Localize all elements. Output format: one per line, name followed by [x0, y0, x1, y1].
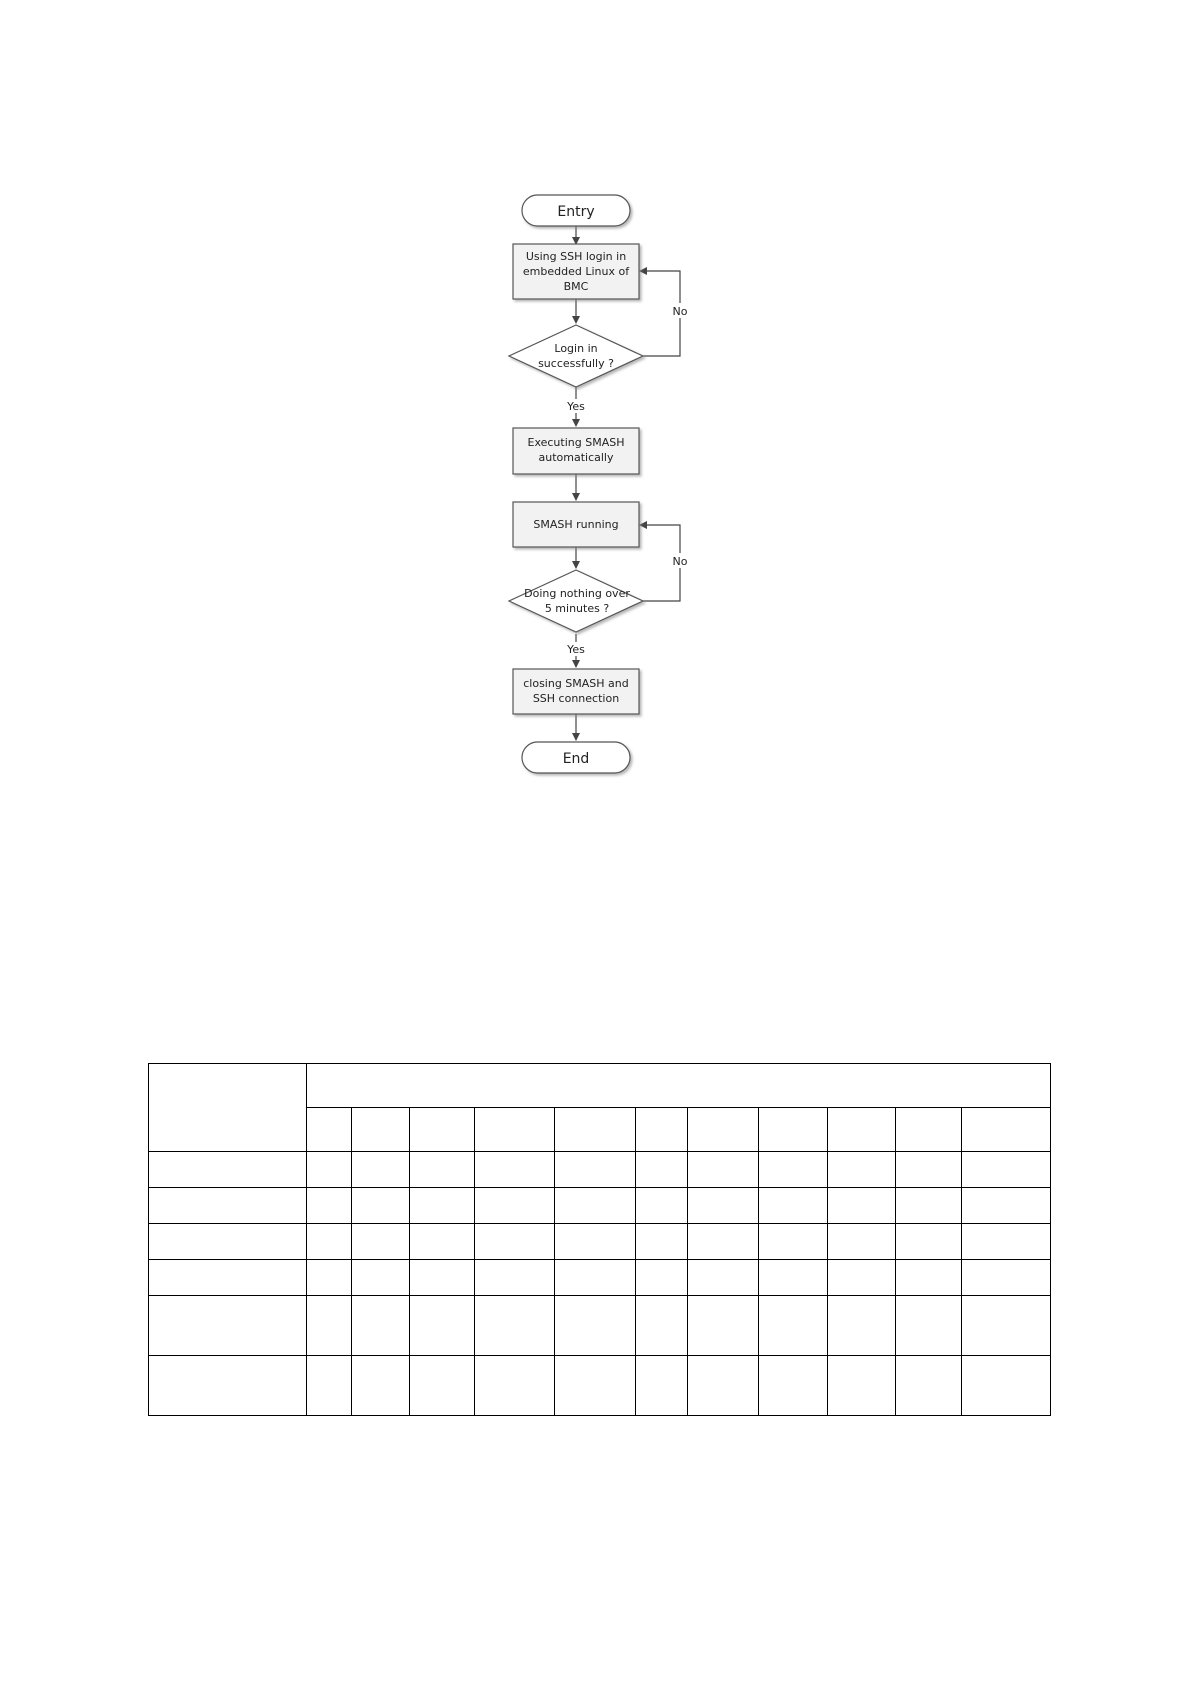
- login-decision-line-2: successfully ?: [538, 357, 614, 370]
- execute-smash-line-2: automatically: [538, 451, 614, 464]
- table-row: [149, 1152, 1051, 1188]
- close-line-1: closing SMASH and: [523, 677, 629, 690]
- entry-terminator: [522, 195, 630, 226]
- execute-smash-line-1: Executing SMASH: [527, 436, 625, 449]
- idle-decision-line-1: Doing nothing over: [524, 587, 630, 600]
- login-yes-label: Yes: [567, 400, 585, 413]
- login-decision: [509, 325, 643, 387]
- ssh-login-line-3: BMC: [563, 280, 589, 293]
- smash-running-process: [513, 502, 639, 547]
- table-row: [149, 1224, 1051, 1260]
- entry-label: Entry: [557, 204, 595, 220]
- idle-decision-line-2: 5 minutes ?: [544, 602, 610, 615]
- empty-data-table: [148, 1063, 1051, 1416]
- table-row: [149, 1296, 1051, 1356]
- smash-running-label: SMASH running: [533, 518, 619, 531]
- table-group-header: [307, 1064, 1051, 1108]
- close-connection-process: [513, 669, 639, 714]
- end-terminator: [522, 742, 630, 773]
- ssh-login-process: [513, 244, 639, 299]
- ssh-login-line-2: embedded Linux of: [522, 265, 630, 278]
- login-no-label: No: [672, 305, 688, 318]
- ssh-login-line-1: Using SSH login in: [525, 250, 627, 263]
- idle-no-label: No: [672, 555, 688, 568]
- execute-smash-process: [513, 428, 639, 474]
- idle-yes-label: Yes: [567, 643, 585, 656]
- table-corner-cell: [149, 1064, 307, 1152]
- close-line-2: SSH connection: [532, 692, 620, 705]
- table-row: [149, 1188, 1051, 1224]
- flowchart: [0, 0, 1190, 800]
- idle-decision: [509, 570, 643, 632]
- login-decision-line-1: Login in: [554, 342, 598, 355]
- table-row: [149, 1260, 1051, 1296]
- table-row: [149, 1356, 1051, 1416]
- end-label: End: [562, 751, 590, 767]
